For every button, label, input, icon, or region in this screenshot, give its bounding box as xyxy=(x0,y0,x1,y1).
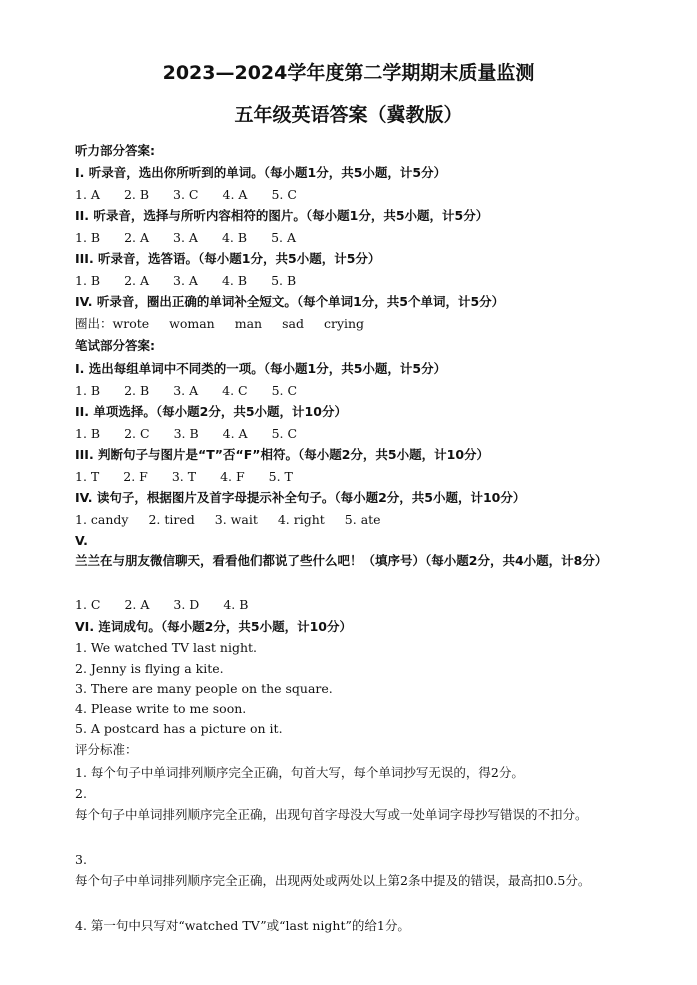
answer: 4. A xyxy=(222,187,248,202)
answer: 1. C xyxy=(75,597,101,612)
answer: 3. wait xyxy=(214,512,258,527)
answer: woman xyxy=(169,316,215,331)
w4-heading: IV. 读句子，根据图片及首字母提示补全句子。（每小题2分，共5小题，计10分） xyxy=(75,490,526,505)
title-line-1: 2023—2024学年度第二学期期末质量监测 xyxy=(162,62,535,84)
answer: 5. T xyxy=(268,469,293,484)
answer: 1. candy xyxy=(75,512,129,527)
answer: 5. C xyxy=(271,383,298,398)
w1-heading: I. 选出每组单词中不同类的一项。（每小题1分，共5小题，计5分） xyxy=(75,361,447,376)
w6-answer-4: 4. Please write to me soon. xyxy=(75,701,247,716)
criteria-2-number: 2. xyxy=(75,786,87,801)
l2-heading: II. 听录音，选择与所听内容相符的图片。（每小题1分，共5小题，计5分） xyxy=(75,208,489,223)
answer: 2. C xyxy=(124,426,150,441)
l2-answers xyxy=(75,230,320,246)
answer: 4. B xyxy=(221,273,248,288)
answer: 5. B xyxy=(271,273,297,288)
answer: 5. A xyxy=(271,230,296,245)
w2-answers xyxy=(75,426,321,442)
w4-answers xyxy=(75,512,401,528)
criteria-3-number: 3. xyxy=(75,852,87,867)
w5-heading: V. xyxy=(75,533,88,548)
w6-answer-1: 1. We watched TV last night. xyxy=(75,640,257,655)
l3-heading: III. 听录音，选答语。（每小题1分，共5小题，计5分） xyxy=(75,251,381,266)
answer: 3. A xyxy=(173,383,199,398)
answer: 4. B xyxy=(223,597,249,612)
w1-answers xyxy=(75,383,321,399)
answer: 5. C xyxy=(271,426,298,441)
answer: 2. A xyxy=(124,230,150,245)
answer: 3. A xyxy=(173,273,198,288)
w3-heading: III. 判断句子与图片是“T”否“F”相符。（每小题2分，共5小题，计10分） xyxy=(75,447,490,462)
answer: crying xyxy=(323,316,365,331)
criteria-header: 评分标准： xyxy=(75,742,138,757)
answer: 5. ate xyxy=(344,512,381,527)
answer: 2. B xyxy=(123,187,150,202)
answer: 4. C xyxy=(222,383,248,398)
answer: 3. A xyxy=(173,230,198,245)
criteria-2: 每个句子中单词排列顺序完全正确，出现句首字母没大写或一处单词字母抄写错误的不扣分。 xyxy=(75,807,588,822)
answer: 3. C xyxy=(173,187,199,202)
answer: 1. B xyxy=(75,383,101,398)
criteria-4: 4. 第一句中只写对“watched TV”或“last night”的给1分。 xyxy=(75,918,410,933)
circle-prefix: 圈出： xyxy=(75,316,113,331)
answer: 1. T xyxy=(75,469,100,484)
answer: 1. B xyxy=(75,230,101,245)
w6-answer-2: 2. Jenny is flying a kite. xyxy=(75,661,224,676)
l1-answers xyxy=(75,187,321,203)
answer: 2. tired xyxy=(148,512,195,527)
answer: wrote xyxy=(112,316,150,331)
answer: 1. B xyxy=(75,426,101,441)
w5-text: 兰兰在与朋友微信聊天，看看他们都说了些什么吧！（填序号）（每小题2分，共4小题，计8分） xyxy=(75,553,608,568)
answer: 5. C xyxy=(271,187,297,202)
l1-heading: I. 听录音，选出你所听到的单词。（每小题1分，共5小题，计5分） xyxy=(75,165,447,180)
criteria-1: 1. 每个句子中单词排列顺序完全正确，句首大写，每个单词抄写无误的，得2分。 xyxy=(75,765,524,780)
written-header: 笔试部分答案: xyxy=(75,338,155,353)
l4-heading: IV. 听录音，圈出正确的单词补全短文。（每个单词1分，共5个单词，计5分） xyxy=(75,294,505,309)
l3-answers xyxy=(75,273,320,289)
answer: man xyxy=(234,316,263,331)
w6-answer-5: 5. A postcard has a picture on it. xyxy=(75,721,283,736)
criteria-3: 每个句子中单词排列顺序完全正确，出现两处或两处以上第2条中提及的错误，最高扣0.5分。 xyxy=(75,873,591,888)
w6-answer-3: 3. There are many people on the square. xyxy=(75,681,333,696)
answer: 4. B xyxy=(221,230,248,245)
answer: 4. A xyxy=(222,426,248,441)
answer: 2. A xyxy=(124,273,150,288)
answer: 3. T xyxy=(171,469,197,484)
answer: 4. right xyxy=(277,512,325,527)
w5-answers xyxy=(75,597,272,613)
answer: 2. A xyxy=(124,597,150,612)
answer: sad xyxy=(282,316,304,331)
w6-heading: VI. 连词成句。（每小题2分，共5小题，计10分） xyxy=(75,619,352,634)
listening-header: 听力部分答案: xyxy=(75,143,155,158)
answer: 2. F xyxy=(123,469,148,484)
answer: 4. F xyxy=(220,469,245,484)
answer: 1. A xyxy=(75,187,100,202)
title-line-2: 五年级英语答案（冀教版） xyxy=(234,104,463,126)
w3-answers xyxy=(75,469,317,485)
l4-answers xyxy=(75,316,384,332)
answer: 3. D xyxy=(173,597,200,612)
answer: 2. B xyxy=(124,383,150,398)
answer: 1. B xyxy=(75,273,101,288)
answer: 3. B xyxy=(173,426,199,441)
w2-heading: II. 单项选择。（每小题2分，共5小题，计10分） xyxy=(75,404,347,419)
